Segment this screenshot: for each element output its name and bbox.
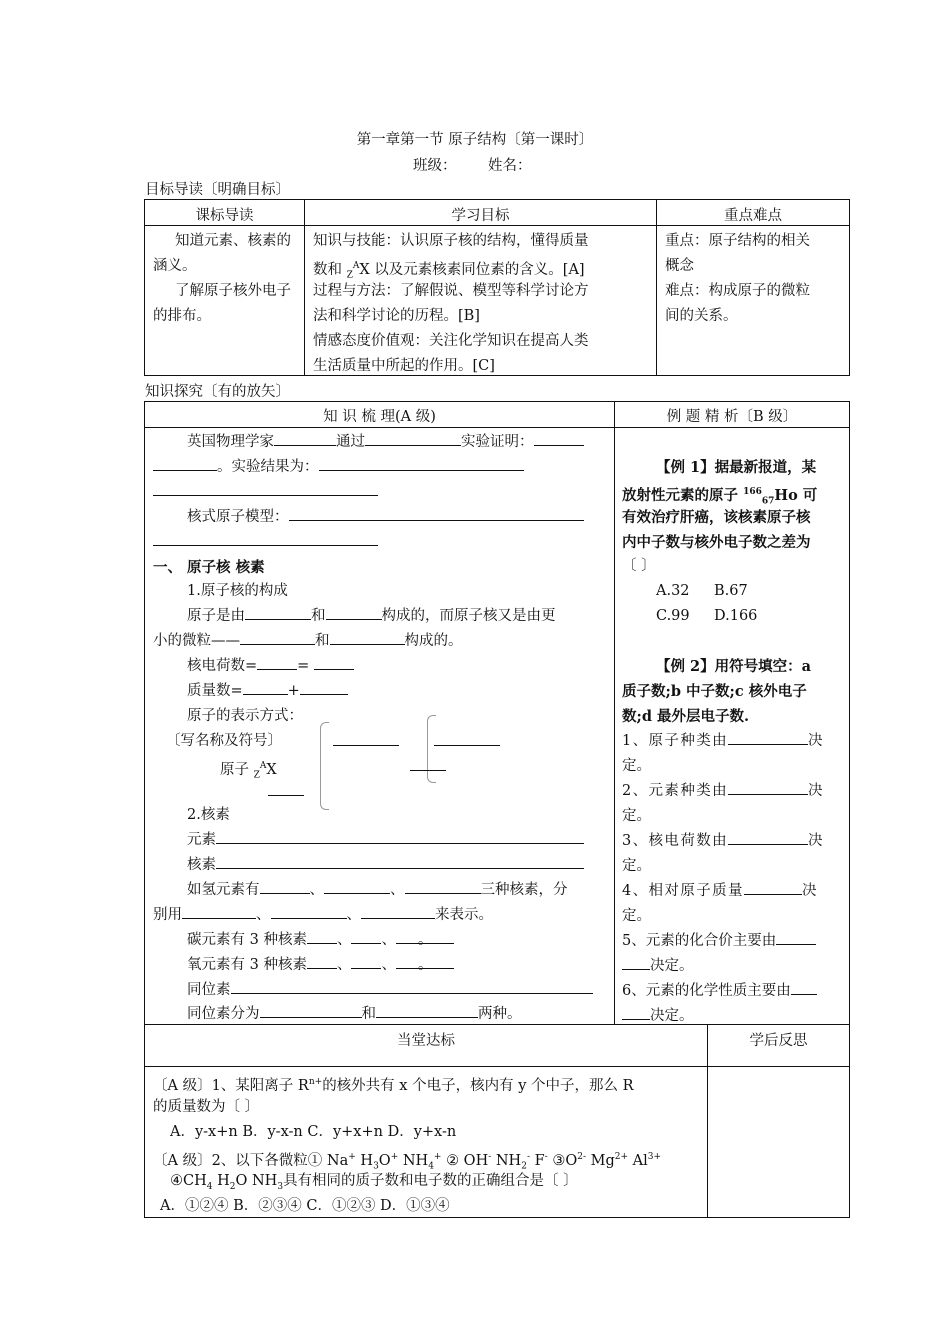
q2-text-h: ③O <box>547 1152 578 1169</box>
representation-label: 原子的表示方式： <box>187 708 303 724</box>
carbon-line <box>187 928 454 953</box>
ho-mass-sup: 166 <box>743 487 762 497</box>
blank-proved-cont[interactable] <box>153 455 217 471</box>
q4-decide: 决 <box>801 883 817 899</box>
q2-text-a: 〔A 级〕2、以下各微粒① Na <box>153 1152 349 1169</box>
goals-c2-line2-b: X 以及元素核素同位素的含义。[A] <box>359 261 585 278</box>
example2-q4-cont: 定。 <box>622 908 651 924</box>
element-definition-line <box>187 828 584 853</box>
na-charge: + <box>348 1152 356 1162</box>
element-label: 元素 <box>187 832 216 848</box>
blank-hsym1[interactable] <box>182 903 256 919</box>
q5-decided: 决定。 <box>650 958 694 974</box>
left-brace-icon <box>320 722 329 810</box>
practice-q2-options[interactable]: A．①②④ B．②③④ C．①②③ D．①③④ <box>160 1198 450 1214</box>
example2-q4 <box>622 879 842 904</box>
example2-q6 <box>622 979 817 1004</box>
example1-option-a[interactable]: A.32 <box>656 583 690 599</box>
proved-label: 实验证明： <box>461 434 534 450</box>
equals-label: = <box>297 658 310 674</box>
blank-o1[interactable] <box>307 953 337 969</box>
oxygen-line <box>187 953 454 978</box>
example2-q1 <box>622 729 842 754</box>
q6-decided: 决定。 <box>650 1008 694 1024</box>
class-label: 班级： <box>413 158 457 174</box>
isotope-types-line <box>187 1002 522 1027</box>
q2-decide: 决 <box>808 783 823 799</box>
carbon-label: 碳元素有 3 种核素 <box>187 932 307 948</box>
goals-col3-header: 重点难点 <box>724 208 782 224</box>
reflection-header: 学后反思 <box>749 1033 808 1049</box>
nh2-charge: - <box>526 1152 530 1162</box>
blank-charge2[interactable] <box>314 654 354 670</box>
blank-q3[interactable] <box>728 829 808 845</box>
goals-c3-line1: 重点：原子结构的相关 <box>665 233 810 249</box>
explore-line2 <box>153 455 524 480</box>
q2-text-f: NH <box>491 1152 522 1169</box>
blank-charge1[interactable] <box>257 654 297 670</box>
sep-1: 、 <box>309 882 324 898</box>
goals-c2-line1: 知识与技能：认识原子核的结构，懂得质量 <box>313 233 589 249</box>
example1-answer-bracket: 〔 〕 <box>622 558 656 574</box>
atom-composition-line2 <box>153 629 463 654</box>
q6-label: 6、元素的化学性质主要由 <box>622 983 791 999</box>
goals-c2-line5: 情感态度价值观：关注化学知识在提高人类 <box>313 333 589 349</box>
example1-line2-a: 放射性元素的原子 <box>622 486 744 504</box>
isotope-definition-line <box>187 978 593 1003</box>
nh4-sub: 4 <box>428 1161 434 1172</box>
r-charge-sup: n+ <box>308 1077 323 1087</box>
representation-instruction: 〔写名称及符号〕 <box>166 733 282 749</box>
ch4-sub: 4 <box>206 1181 213 1192</box>
q5-label: 5、元素的化合价主要由 <box>622 933 777 949</box>
blank-q2[interactable] <box>728 779 808 795</box>
goals-c2-line3: 过程与方法：了解假说、模型等科学讨论方 <box>313 283 589 299</box>
model-label: 核式原子模型： <box>187 509 289 525</box>
example2-q1-cont: 定。 <box>622 758 651 774</box>
q2b-text-d: 具有相同的质子数和电子数的正确组合是〔 〕 <box>283 1173 578 1189</box>
q2-text-g: F <box>530 1152 545 1169</box>
goals-c3-line3: 难点：构成原子的微粒 <box>665 283 810 299</box>
explore-line2b <box>153 480 378 505</box>
ho-number-sub: 67 <box>761 496 775 507</box>
blank-subcomponent2[interactable] <box>410 755 446 771</box>
sep-4: 、 <box>346 907 361 923</box>
goals-c2-line2-a: 数和 <box>313 261 347 278</box>
blank-isotype1[interactable] <box>260 1002 362 1018</box>
example2-q2-cont: 定。 <box>622 808 651 824</box>
explore-left-header: 知 识 梳 理(A 级) <box>323 409 436 425</box>
mass-number-label: 质量数= <box>187 683 243 699</box>
blank-q6[interactable] <box>791 979 817 995</box>
q1-label: 1、原子种类由 <box>622 733 729 749</box>
blank-nucleon1[interactable] <box>240 629 315 645</box>
q2-text-d: NH <box>398 1152 429 1169</box>
and-label-3: 和 <box>361 1006 376 1022</box>
plus-label: + <box>287 683 300 699</box>
q3-label: 3、核电荷数由 <box>622 833 729 849</box>
composed-label: 构成的。 <box>404 633 463 649</box>
blank-hsym2[interactable] <box>271 903 347 919</box>
q2-text-e: ② OH <box>441 1152 489 1169</box>
example1-line4: 内中子数与核外电子数之差为 <box>622 534 811 551</box>
blank-q4[interactable] <box>744 879 802 895</box>
blank-nucleon2[interactable] <box>330 629 405 645</box>
goals-section-label: 目标导读〔明确目标〕 <box>145 182 290 198</box>
page-title: 第一章第一节 原子结构〔第一课时〕 <box>356 132 594 148</box>
explore-line3 <box>187 505 584 530</box>
subsection-nucleus-composition: 1.原子核的构成 <box>187 583 288 599</box>
example2-q3-cont: 定。 <box>622 858 651 874</box>
charge-number-label: 核电荷数= <box>187 658 258 674</box>
goals-c3-line4: 间的关系。 <box>665 308 738 324</box>
blank-model-cont[interactable] <box>153 530 378 546</box>
goals-c2-line4: 法和科学讨论的历程。[B] <box>313 308 480 324</box>
example2-q6-cont <box>622 1004 694 1029</box>
blank-element-def[interactable] <box>216 828 584 844</box>
two-kinds-label: 两种。 <box>478 1006 522 1022</box>
goals-c2-sup: A <box>352 261 360 271</box>
q4-label: 4、相对原子质量 <box>622 883 744 899</box>
sep-6: 、 <box>381 932 396 948</box>
example2-line1: 【例 2】用符号填空：a <box>656 658 812 675</box>
nuclide-label: 核素 <box>187 857 216 873</box>
blank-result-cont[interactable] <box>153 480 378 496</box>
q2b-text-a: ④CH <box>170 1173 207 1189</box>
q2b-text-c: O NH <box>235 1173 278 1189</box>
example1-option-c[interactable]: C.99 <box>656 608 690 624</box>
blank-component2[interactable] <box>268 780 304 796</box>
three-nuclides-label: 三种核素，分 <box>480 882 568 898</box>
blank-nuclide-def[interactable] <box>216 853 584 869</box>
blank-isotope-def[interactable] <box>231 978 593 994</box>
blank-q5[interactable] <box>776 929 816 945</box>
right-brace-icon <box>427 715 436 783</box>
to-represent-label: 来表示。 <box>435 907 493 923</box>
practice-q1-options[interactable]: A．y-x+n B．y-x-n C．y+x+n D．y+x-n <box>170 1124 457 1140</box>
oxygen-period: 。 <box>417 957 433 973</box>
al-charge: 3+ <box>647 1152 662 1162</box>
h2o-sub: 2 <box>229 1181 236 1192</box>
explore-right-header: 例 题 精 析〔B 级〕 <box>666 409 798 425</box>
blank-experiment[interactable] <box>365 430 461 446</box>
section-nucleus-heading: 一、 原子核 核素 <box>153 559 265 576</box>
practice-header: 当堂达标 <box>397 1033 455 1049</box>
mg-charge: 2+ <box>614 1152 629 1162</box>
blank-hsym3[interactable] <box>361 903 435 919</box>
blank-c1[interactable] <box>307 928 337 944</box>
blank-h2[interactable] <box>324 878 390 894</box>
oxygen-label: 氧元素有 3 种核素 <box>187 957 307 973</box>
name-label: 姓名： <box>488 158 532 174</box>
q1-text-a: 〔A 级〕1、某阳离子 R <box>153 1077 309 1094</box>
blank-atom-part2[interactable] <box>326 604 382 620</box>
atom-composition-line1 <box>187 604 556 629</box>
explore-section-label: 知识探究〔有的放矢〕 <box>145 384 290 400</box>
subsection-nuclide: 2.核素 <box>187 807 230 823</box>
example1-option-d[interactable]: D.166 <box>714 608 758 624</box>
isotope-types-label: 同位素分为 <box>187 1006 260 1022</box>
oh-charge: - <box>488 1152 492 1162</box>
blank-h3[interactable] <box>405 878 481 894</box>
sep-8: 、 <box>381 957 396 973</box>
blank-mass2[interactable] <box>300 679 348 695</box>
example2-q5-cont <box>622 954 694 979</box>
blank-result[interactable] <box>319 455 524 471</box>
explore-line1 <box>187 430 584 455</box>
blank-isotype2[interactable] <box>376 1002 478 1018</box>
blank-physicist[interactable] <box>274 430 336 446</box>
mass-number-line <box>187 679 348 704</box>
example1-line3: 有效治疗肝癌，该核素原子核 <box>622 509 811 526</box>
sep-3: 、 <box>256 907 271 923</box>
and-label-1: 和 <box>311 608 326 624</box>
nucleus-composed-label: 构成的，而原子核又是由更 <box>381 608 556 624</box>
q3-decide: 决 <box>808 833 823 849</box>
blank-proved[interactable] <box>534 430 584 446</box>
example1-option-b[interactable]: B.67 <box>714 583 748 599</box>
q2-label: 2、元素种类由 <box>622 783 729 799</box>
q2-text-b: H <box>355 1152 374 1169</box>
example2-q5 <box>622 929 816 954</box>
goals-c3-line2: 概念 <box>665 258 694 274</box>
represented-by-label: 别用 <box>153 907 182 923</box>
physicist-label: 英国物理学家 <box>187 434 274 450</box>
goals-c2-line6: 生活质量中所起的作用。[C] <box>313 358 495 374</box>
blank-c3[interactable] <box>396 928 454 948</box>
q2-text-i: Mg <box>586 1152 615 1169</box>
nh4-charge: + <box>433 1152 442 1162</box>
goals-c2-sub: Z <box>346 270 353 281</box>
q2b-text-b: H <box>212 1173 230 1189</box>
hydrogen-label: 如氢元素有 <box>187 882 260 898</box>
atom-label: 原子 <box>220 761 254 778</box>
atom-z-sub: Z <box>253 770 260 781</box>
example2-line2: 质子数;b 中子数;c 核外电子 <box>622 683 807 700</box>
example2-q3 <box>622 829 842 854</box>
charge-number-line <box>187 654 354 679</box>
goals-col2-header: 学习目标 <box>451 208 510 224</box>
goals-col1-header: 课标导读 <box>195 208 254 224</box>
sep-2: 、 <box>390 882 405 898</box>
example1-line2-b: Ho 可 <box>774 486 818 504</box>
nuclide-definition-line <box>187 853 584 878</box>
example1-line1: 【例 1】据最新报道，某 <box>656 459 817 476</box>
blank-subcomponent1[interactable] <box>434 730 500 746</box>
through-label: 通过 <box>336 434 365 450</box>
q1-decide: 决 <box>808 733 823 749</box>
q1-text-b: 的核外共有 x 个电子，核内有 y 个中子，那么 R <box>322 1077 634 1094</box>
h3-sub: 3 <box>373 1161 379 1172</box>
blank-model[interactable] <box>289 505 584 521</box>
q2-text-c: O <box>378 1152 391 1169</box>
sep-7: 、 <box>336 957 352 973</box>
atom-a-sup: A <box>259 761 267 771</box>
blank-q5-cont[interactable] <box>622 954 650 970</box>
and-label-2: 和 <box>315 633 330 649</box>
nh3-sub: 3 <box>277 1181 284 1192</box>
q2-text-j: Al <box>628 1152 648 1169</box>
practice-q1-line2: 的质量数为〔 〕 <box>153 1099 260 1115</box>
f-charge: - <box>544 1152 548 1162</box>
example2-line3: 数;d 最外层电子数. <box>622 708 750 725</box>
hydrogen-line1 <box>187 878 568 903</box>
nh2-sub: 2 <box>521 1161 527 1172</box>
blank-c2[interactable] <box>351 928 381 944</box>
blank-h1[interactable] <box>260 878 310 894</box>
goals-c1-p2: 了解原子核外电子的排布。 <box>153 283 291 324</box>
blank-q6-cont[interactable] <box>622 1004 650 1020</box>
atom-x-symbol: X <box>266 761 277 778</box>
blank-atom-part1[interactable] <box>245 604 311 620</box>
sep-5: 、 <box>336 932 352 948</box>
smaller-particles-label: 小的微粒—— <box>153 633 240 649</box>
blank-o2[interactable] <box>351 953 381 969</box>
blank-component1[interactable] <box>333 730 399 746</box>
o-charge: 2- <box>577 1152 586 1162</box>
blank-q1[interactable] <box>728 729 808 745</box>
explore-line3b <box>153 530 378 555</box>
carbon-period: 。 <box>417 932 433 948</box>
hydrogen-line2 <box>153 903 493 928</box>
example2-q2 <box>622 779 842 804</box>
isotope-label: 同位素 <box>187 982 231 998</box>
result-label: 。实验结果为： <box>217 459 319 475</box>
blank-o3[interactable] <box>396 953 454 973</box>
blank-mass1[interactable] <box>243 679 288 695</box>
atom-composed-of: 原子是由 <box>187 608 245 624</box>
goals-c1-p1: 知道元素、核素的涵义。 <box>153 233 291 274</box>
h3o-charge: + <box>390 1152 399 1162</box>
